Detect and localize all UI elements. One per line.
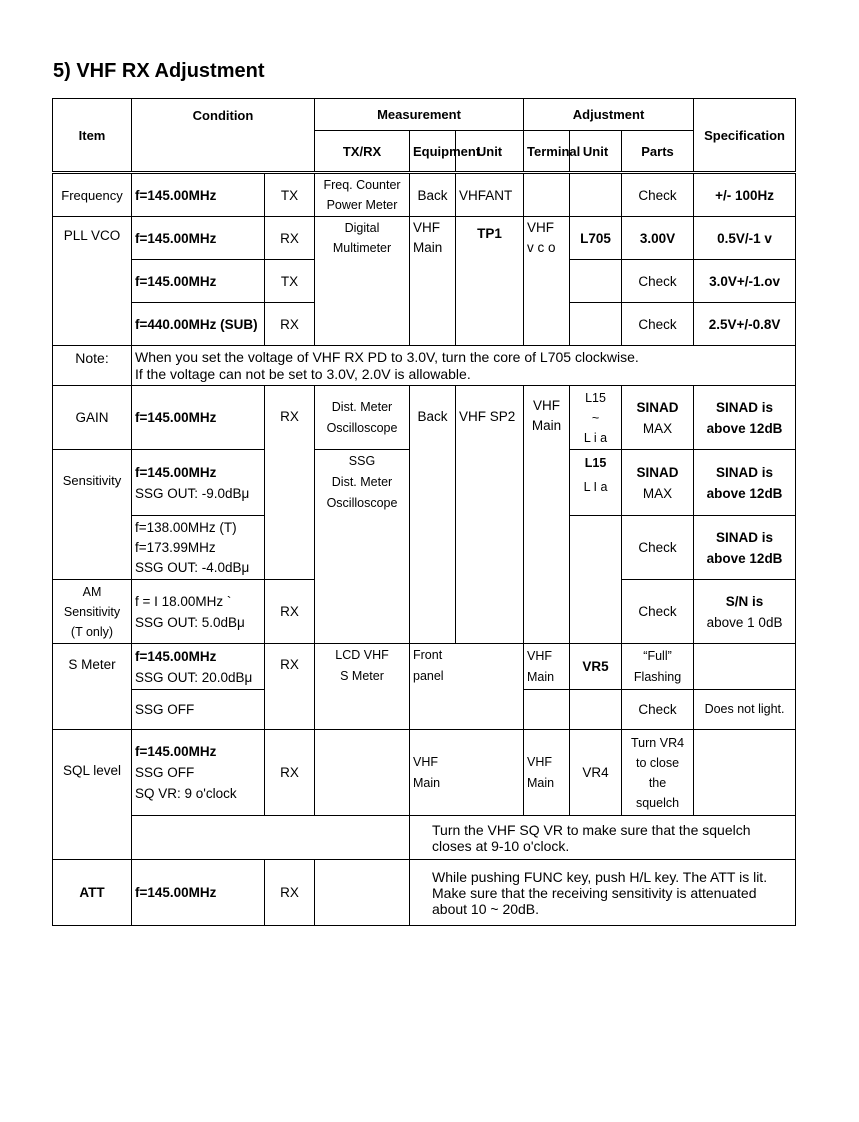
parts-line: L15 — [584, 456, 607, 470]
parts-s-meter: VR5 — [570, 644, 622, 690]
spec-sql-level — [694, 730, 796, 816]
spec-line: above 12dB — [706, 550, 783, 566]
method-sensitivity-2: Check — [622, 516, 694, 580]
equipment-line: Dist. Meter — [331, 399, 393, 414]
spec-sensitivity-2 — [694, 516, 796, 580]
condition-pll-vco-3: f=440.00MHz (SUB) — [132, 303, 265, 346]
method-gain — [622, 386, 694, 450]
condition-s-meter — [132, 644, 265, 690]
spec-s-meter-2: Does not light. — [694, 690, 796, 730]
note-line: When you set the voltage of VHF RX PD to 3.0V, turn the core of L705 clockwise. — [135, 348, 639, 365]
adjustment-table — [52, 98, 796, 926]
method-line: SINAD — [636, 399, 679, 415]
note-text — [132, 346, 796, 386]
method-line: the — [648, 775, 667, 790]
parts-pll-vco: L705 — [570, 217, 622, 260]
note-line: If the voltage can not be set to 3.0V, 2.0V is allowable. — [135, 365, 471, 382]
adj-unit-line: VHF — [527, 220, 555, 235]
sql-level-blank — [132, 816, 410, 860]
parts-sensitivity — [570, 450, 622, 516]
unit-line: Main — [413, 240, 443, 255]
header-adj-unit: Unit — [570, 131, 622, 173]
table-row — [53, 644, 796, 690]
spec-pll-vco-3: 2.5V+/-0.8V — [694, 303, 796, 346]
method-s-meter-2: Check — [622, 690, 694, 730]
condition-pll-vco: f=145.00MHz — [132, 217, 265, 260]
equipment-line: Oscilloscope — [326, 496, 398, 510]
condition-att: f=145.00MHz — [132, 860, 265, 926]
method-line: “Full” — [643, 648, 672, 663]
unit-line: Front — [413, 648, 443, 662]
header-specification: Specification — [694, 99, 796, 173]
header-measurement: Measurement — [315, 99, 524, 131]
method-line: squelch — [635, 795, 680, 810]
spec-pll-vco: 0.5V/-1 v — [694, 217, 796, 260]
table-row — [53, 386, 796, 450]
equipment-frequency — [315, 173, 410, 217]
equipment-line: LCD VHF — [335, 648, 389, 662]
table-row — [53, 173, 796, 217]
condition-sensitivity-2 — [132, 516, 265, 580]
unit-line: Main — [413, 775, 441, 790]
equipment-sql-level — [315, 730, 410, 816]
adj-unit-sql-level — [524, 730, 570, 816]
method-sensitivity — [622, 450, 694, 516]
equipment-line: Oscilloscope — [326, 420, 398, 435]
note-label: Note: — [53, 346, 132, 386]
spec-line: above 1 0dB — [706, 614, 783, 630]
txrx-pll-vco: RX — [265, 217, 315, 260]
item-s-meter: S Meter — [53, 644, 132, 730]
item-sensitivity: Sensitivity — [53, 450, 132, 580]
unit-pll-vco — [410, 217, 456, 346]
adj-unit-line: VHF — [533, 398, 561, 413]
method-pll-vco-2: Check — [622, 260, 694, 303]
adj-unit-s-meter-2 — [524, 690, 570, 730]
item-gain: GAIN — [53, 386, 132, 450]
adj-unit-gain — [524, 386, 570, 644]
condition-line: SSG OFF — [135, 765, 195, 780]
method-line: Flashing — [633, 669, 682, 684]
txrx-frequency: TX — [265, 173, 315, 217]
condition-sensitivity — [132, 450, 265, 516]
unit-line: VHF — [413, 754, 438, 769]
parts-pll-vco-3 — [570, 303, 622, 346]
method-sql-level — [622, 730, 694, 816]
method-line: MAX — [642, 485, 673, 501]
terminal-frequency: VHFANT — [456, 173, 524, 217]
txrx-pll-vco-3: RX — [265, 303, 315, 346]
parts-sql-level: VR4 — [570, 730, 622, 816]
adj-unit-line: VHF — [527, 648, 553, 663]
txrx-pll-vco-2: TX — [265, 260, 315, 303]
spec-gain — [694, 386, 796, 450]
spec-line: above 12dB — [706, 485, 783, 501]
txrx-att: RX — [265, 860, 315, 926]
condition-line: f=173.99MHz — [135, 539, 216, 555]
condition-line: SSG OUT: -4.0dBμ — [135, 559, 250, 575]
unit-gain: Back — [410, 386, 456, 644]
adj-unit-line: Main — [531, 418, 562, 433]
parts-line: L I a — [583, 480, 608, 494]
item-line: AM — [82, 584, 102, 599]
parts-sensitivity-2 — [570, 516, 622, 644]
parts-s-meter-2 — [570, 690, 622, 730]
header-condition: Condition — [132, 99, 315, 173]
method-line: MAX — [642, 420, 673, 436]
condition-line: SQ VR: 9 o'clock — [135, 786, 237, 801]
table-row — [53, 860, 796, 926]
adj-unit-line: Main — [527, 775, 555, 790]
txrx-gain: RX — [265, 386, 315, 580]
adj-unit-pll-vco — [524, 217, 570, 346]
equipment-line: Power Meter — [326, 198, 398, 212]
condition-line: f=138.00MHz (T) — [135, 519, 237, 535]
equipment-att — [315, 860, 410, 926]
adj-unit-line: v c o — [527, 240, 556, 255]
unit-sql-level — [410, 730, 524, 816]
equipment-sensitivity — [315, 450, 410, 644]
item-pll-vco: PLL VCO — [53, 217, 132, 346]
equipment-line: Multimeter — [332, 241, 392, 255]
header-adjustment: Adjustment — [524, 99, 694, 131]
condition-line: SSG OUT: 5.0dBμ — [135, 614, 245, 630]
spec-pll-vco-2: 3.0V+/-1.ov — [694, 260, 796, 303]
condition-frequency: f=145.00MHz — [132, 173, 265, 217]
adj-unit-s-meter — [524, 644, 570, 690]
item-att: ATT — [53, 860, 132, 926]
terminal-gain: VHF SP2 — [456, 386, 524, 644]
header-equipment: Equipment — [410, 131, 456, 173]
equipment-line: SSG — [348, 454, 376, 468]
adj-unit-line: Main — [527, 669, 555, 684]
spec-s-meter — [694, 644, 796, 690]
method-line: SINAD — [636, 464, 679, 480]
table-row — [53, 217, 796, 260]
unit-frequency: Back — [410, 173, 456, 217]
page-title: 5) VHF RX Adjustment — [53, 60, 265, 82]
spec-line: SINAD is — [716, 464, 774, 480]
spec-line: above 12dB — [706, 420, 783, 436]
item-sql-level: SQL level — [53, 730, 132, 860]
terminal-pll-vco: TP1 — [456, 217, 524, 346]
spec-sensitivity — [694, 450, 796, 516]
item-line: Sensitivity — [63, 604, 121, 619]
condition-line: f=145.00MHz — [135, 464, 217, 480]
equipment-pll-vco — [315, 217, 410, 346]
spec-frequency: +/- 100Hz — [694, 173, 796, 217]
method-pll-vco-3: Check — [622, 303, 694, 346]
txrx-s-meter: RX — [265, 644, 315, 730]
header-txrx: TX/RX — [315, 131, 410, 173]
condition-s-meter-2: SSG OFF — [132, 690, 265, 730]
item-frequency: Frequency — [53, 173, 132, 217]
method-pll-vco: 3.00V — [622, 217, 694, 260]
item-am-sensitivity — [53, 580, 132, 644]
method-s-meter — [622, 644, 694, 690]
adj-unit-frequency — [524, 173, 570, 217]
spec-am-sensitivity — [694, 580, 796, 644]
condition-line: SSG OUT: -9.0dBμ — [135, 485, 250, 501]
condition-sql-level — [132, 730, 265, 816]
note-row — [53, 346, 796, 386]
method-line: Turn VR4 — [631, 735, 685, 750]
unit-line: panel — [413, 669, 444, 683]
method-frequency: Check — [622, 173, 694, 217]
header-unit: Unit — [456, 131, 524, 173]
equipment-line: Dist. Meter — [331, 475, 393, 489]
header-item: Item — [53, 99, 132, 173]
condition-pll-vco-2: f=145.00MHz — [132, 260, 265, 303]
adj-unit-line: VHF — [527, 754, 553, 769]
condition-gain: f=145.00MHz — [132, 386, 265, 450]
equipment-s-meter — [315, 644, 410, 730]
att-instruction: While pushing FUNC key, push H/L key. The ATT is lit. Make sure that the receiving sensitivity is attenuated about 10 ~ 20dB. — [410, 860, 796, 926]
equipment-line: Digital — [344, 221, 380, 235]
parts-line: ~ — [591, 410, 600, 425]
parts-gain — [570, 386, 622, 450]
spec-line: S/N is — [725, 593, 764, 609]
condition-line: SSG OUT: 20.0dBμ — [135, 669, 253, 685]
method-am-sensitivity: Check — [622, 580, 694, 644]
condition-line: f = I 18.00MHz ` — [135, 593, 232, 609]
condition-line: f=145.00MHz — [135, 648, 217, 664]
table-row — [53, 730, 796, 816]
spec-line: SINAD is — [716, 529, 774, 545]
condition-am-sensitivity — [132, 580, 265, 644]
unit-line: VHF — [413, 220, 440, 235]
equipment-line: Freq. Counter — [323, 178, 401, 192]
spec-line: SINAD is — [716, 399, 774, 415]
parts-pll-vco-2 — [570, 260, 622, 303]
txrx-am-sensitivity: RX — [265, 580, 315, 644]
sql-level-instruction: Turn the VHF SQ VR to make sure that the squelch closes at 9-10 o'clock. — [410, 816, 796, 860]
parts-line: L15 — [585, 390, 606, 405]
unit-s-meter — [410, 644, 524, 730]
method-line: to close — [635, 755, 680, 770]
condition-line: f=145.00MHz — [135, 744, 217, 759]
header-parts: Parts — [622, 131, 694, 173]
txrx-sql-level: RX — [265, 730, 315, 816]
equipment-gain — [315, 386, 410, 450]
table-row — [53, 816, 796, 860]
header-terminal: Terminal — [524, 131, 570, 173]
parts-frequency — [570, 173, 622, 217]
item-line: (T only) — [70, 624, 114, 639]
parts-line: L i a — [583, 430, 608, 445]
equipment-line: S Meter — [340, 669, 384, 683]
